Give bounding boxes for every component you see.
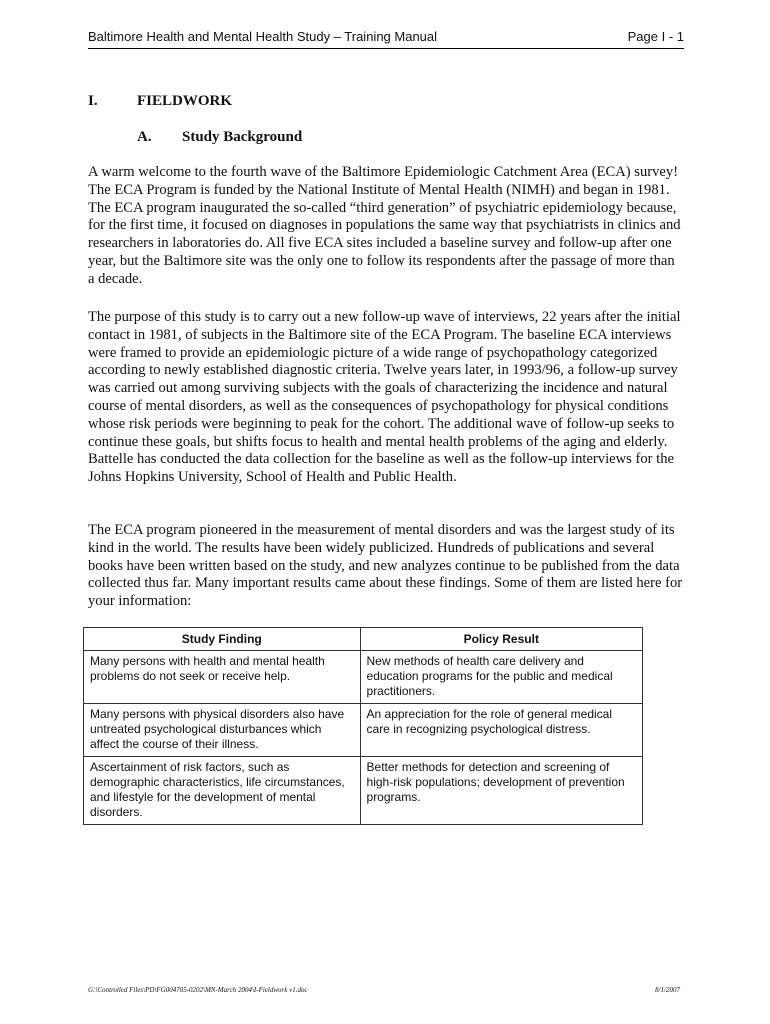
paragraph-purpose: The purpose of this study is to carry out a new follow-up wave of interviews, 22 years after the initial contact in 1981, of subjects in the Baltimore site of the ECA Program. The baseline ECA interviews were framed to provide an epidemiologic picture of a wide range of psychopathology categorized according to newly established diagnostic criteria. Twelve years later, in 1993/96, a follow-up survey was carried out among surviving subjects with the goals of characterizing the incidence and natural course of mental disorders, as well as the consequences of psychopathology for physical conditions whose risk periods were beginning to peak for the cohort. The additional wave of follow-up seeks to continue these goals, but shifts focus to health and mental health problems of the aging and elderly. Battelle has conducted the data collection for the baseline as well as the follow-up interviews for the Johns Hopkins University, School of Health and Public Health.	[88, 309, 681, 486]
table-row	[84, 757, 643, 825]
subsection-number: A.	[137, 129, 152, 145]
section-title: FIELDWORK	[137, 93, 233, 109]
table-cell-finding: Many persons with physical disorders also have untreated psychological disturbances which affect the course of their illness.	[84, 704, 361, 757]
column-header-policy-result: Policy Result	[360, 628, 642, 651]
header-title: Baltimore Health and Mental Health Study – Training Manual	[88, 29, 438, 44]
footer-date: 8/1/2007	[655, 986, 680, 994]
subsection-title: Study Background	[182, 129, 303, 145]
header-page-number: Page I - 1	[627, 29, 684, 44]
paragraph-welcome: A warm welcome to the fourth wave of the Baltimore Epidemiologic Catchment Area (ECA) survey! The ECA Program is funded by the National Institute of Mental Health (NIMH) and began in 1981. The ECA program inaugurated the so-called “third generation” of psychiatric epidemiology because, for the first time, it focused on diagnoses in populations the same way that psychiatrists in clinics and researchers in laboratories do. All five ECA sites included a baseline survey and follow-up after one year, but the Baltimore site was the only one to follow its respondents after the passage of more than a decade.	[88, 164, 681, 287]
table-header-row	[84, 628, 643, 651]
table-row	[84, 704, 643, 757]
table-cell-policy: Better methods for detection and screening of high-risk populations; development of prevention programs.	[360, 757, 642, 825]
column-header-study-finding: Study Finding	[84, 628, 361, 651]
section-number: I.	[88, 93, 98, 109]
footer-file-path: G:\Controlled Files\PD\FG004705-0202\MN-March 2004\I-Fieldwork v1.doc	[88, 986, 308, 994]
table-cell-policy: New methods of health care delivery and education programs for the public and medical practitioners.	[360, 651, 642, 704]
table-cell-finding: Ascertainment of risk factors, such as demographic characteristics, life circumstances, and lifestyle for the development of mental disorders.	[84, 757, 361, 825]
table-row	[84, 651, 643, 704]
table-cell-finding: Many persons with health and mental health problems do not seek or receive help.	[84, 651, 361, 704]
paragraph-results: The ECA program pioneered in the measurement of mental disorders and was the largest study of its kind in the world. The results have been widely publicized. Hundreds of publications and several books have been written based on the study, and new analyzes continue to be published from the data collected thus far. Many important results came about these findings. Some of them are listed here for your information:	[88, 522, 683, 610]
table-cell-policy: An appreciation for the role of general medical care in recognizing psychological distress.	[360, 704, 642, 757]
page-header	[88, 28, 684, 49]
findings-table	[83, 627, 643, 825]
